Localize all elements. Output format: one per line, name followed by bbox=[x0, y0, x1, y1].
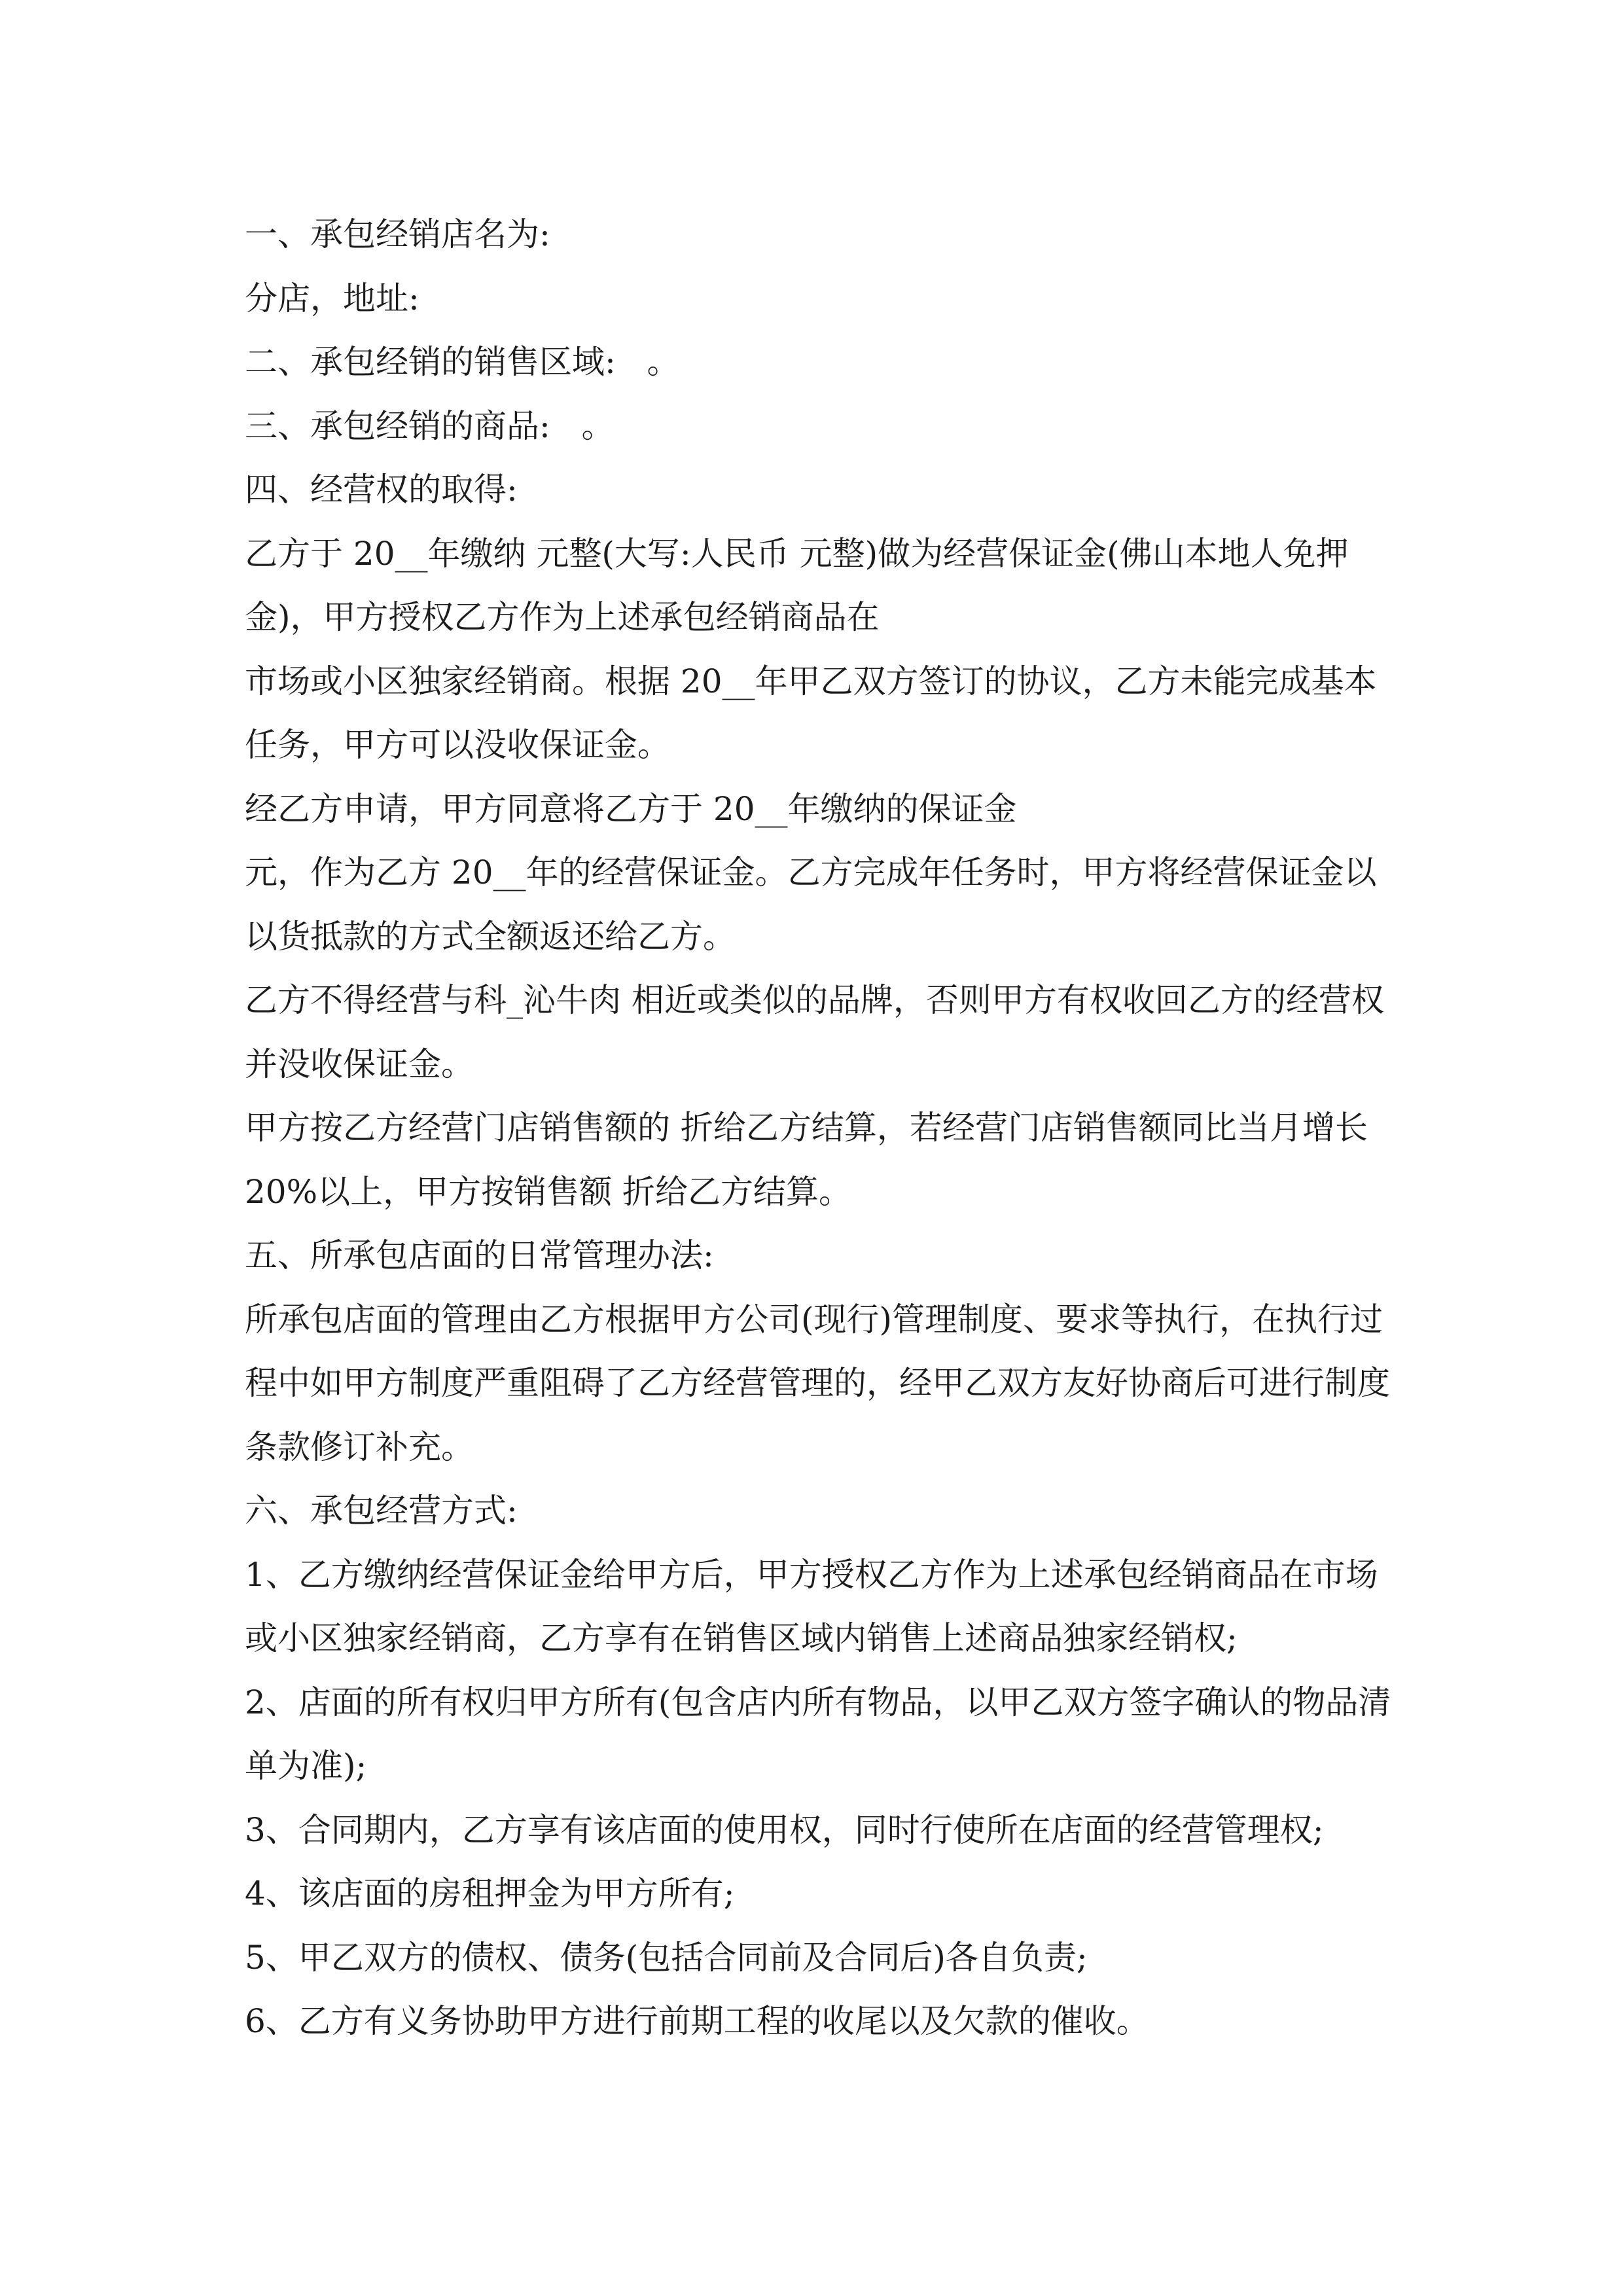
list-item: 6、乙方有义务协助甲方进行前期工程的收尾以及欠款的催收。 bbox=[245, 2002, 1149, 2040]
heading-operation-mode: 六、承包经营方式: bbox=[245, 1492, 518, 1530]
text-line: 20%以上，甲方按销售额 折给乙方结算。 bbox=[245, 1172, 852, 1211]
heading-shop-name: 一、承包经销店名为: bbox=[245, 215, 550, 253]
text-line: 并没收保证金。 bbox=[245, 1045, 474, 1083]
text-line: 所承包店面的管理由乙方根据甲方公司(现行)管理制度、要求等执行，在执行过 bbox=[245, 1300, 1383, 1338]
text-line: 乙方不得经营与科_沁牛肉 相近或类似的品牌，否则甲方有权收回乙方的经营权 bbox=[245, 981, 1384, 1019]
heading-operating-rights: 四、经营权的取得: bbox=[245, 471, 518, 509]
text-line: 单为准); bbox=[245, 1747, 367, 1785]
text-line: 以货抵款的方式全额返还给乙方。 bbox=[245, 917, 736, 956]
document-body bbox=[245, 203, 1391, 2054]
text-line: 任务，甲方可以没收保证金。 bbox=[245, 726, 670, 764]
text-line: 条款修订补充。 bbox=[245, 1427, 474, 1466]
text-line: 金)，甲方授权乙方作为上述承包经销商品在 bbox=[245, 598, 880, 636]
text-line: 分店，地址: bbox=[245, 279, 419, 317]
text-line: 元，作为乙方 20__年的经营保证金。乙方完成年任务时，甲方将经营保证金以 bbox=[245, 853, 1377, 891]
list-item: 3、合同期内，乙方享有该店面的使用权，同时行使所在店面的经营管理权; bbox=[245, 1810, 1324, 1849]
list-item: 4、该店面的房租押金为甲方所有; bbox=[245, 1874, 735, 1912]
list-item: 5、甲乙双方的债权、债务(包括合同前及合同后)各自负责; bbox=[245, 1938, 1088, 1977]
text-line: 经乙方申请，甲方同意将乙方于 20__年缴纳的保证金 bbox=[245, 789, 1017, 828]
heading-sales-area: 二、承包经销的销售区域: 。 bbox=[245, 343, 680, 381]
text-line: 甲方按乙方经营门店销售额的 折给乙方结算，若经营门店销售额同比当月增长 bbox=[245, 1109, 1368, 1147]
text-line: 市场或小区独家经销商。根据 20__年甲乙双方签订的协议，乙方未能完成基本 bbox=[245, 662, 1377, 700]
text-line: 程中如甲方制度严重阻碍了乙方经营管理的，经甲乙双方友好协商后可进行制度 bbox=[245, 1364, 1390, 1402]
list-item: 2、店面的所有权归甲方所有(包含店内所有物品，以甲乙双方签字确认的物品清 bbox=[245, 1683, 1391, 1721]
list-item: 1、乙方缴纳经营保证金给甲方后，甲方授权乙方作为上述承包经销商品在市场 bbox=[245, 1555, 1378, 1594]
heading-daily-management: 五、所承包店面的日常管理办法: bbox=[245, 1236, 714, 1274]
text-line: 或小区独家经销商，乙方享有在销售区域内销售上述商品独家经销权; bbox=[245, 1619, 1238, 1657]
text-line: 乙方于 20__年缴纳 元整(大写:人民币 元整)做为经营保证金(佛山本地人免押 bbox=[245, 534, 1349, 573]
heading-products: 三、承包经销的商品: 。 bbox=[245, 406, 615, 445]
